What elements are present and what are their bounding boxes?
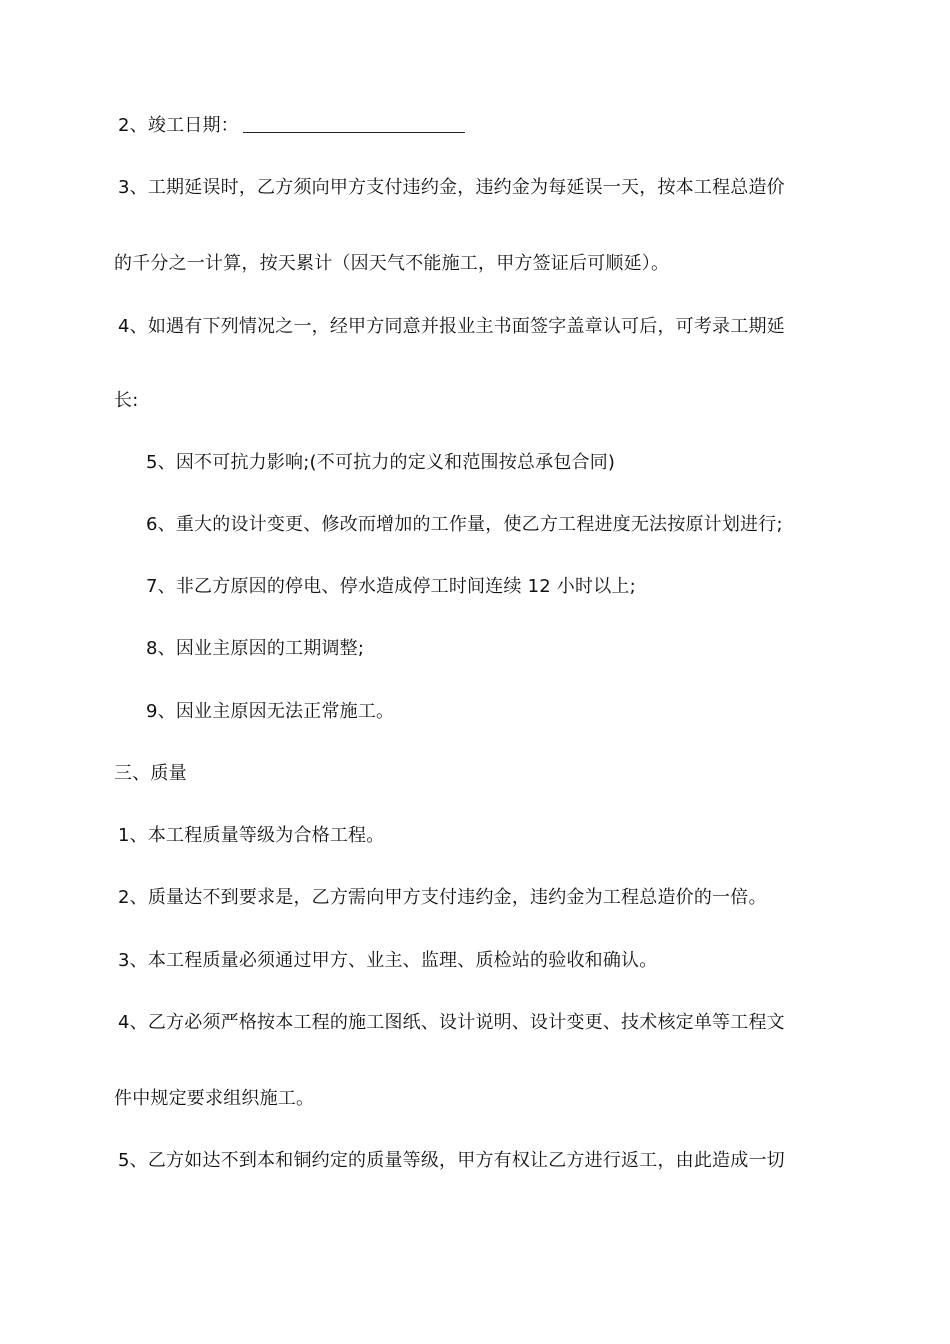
completion-date-blank xyxy=(243,114,465,133)
schedule-item-3-line-2: 的千分之一计算，按天累计（因天气不能施工，甲方签证后可顺延）。 xyxy=(114,253,670,274)
quality-item-3: 3、本工程质量必须通过甲方、业主、监理、质检站的验收和确认。 xyxy=(118,950,658,971)
completion-date-label: 2、竣工日期： xyxy=(118,115,239,136)
quality-section-heading: 三、质量 xyxy=(114,763,187,784)
quality-item-1: 1、本工程质量等级为合格工程。 xyxy=(118,825,385,846)
quality-item-2: 2、质量达不到要求是，乙方需向甲方支付违约金，违约金为工程总造价的一倍。 xyxy=(118,887,767,908)
schedule-item-4-line-1: 4、如遇有下列情况之一，经甲方同意并报业主书面签字盖章认可后，可考录工期延 xyxy=(118,316,785,337)
schedule-item-4-line-2: 长: xyxy=(114,390,139,411)
completion-date-line xyxy=(118,114,465,138)
quality-item-4-line-2: 件中规定要求组织施工。 xyxy=(114,1088,315,1109)
delay-condition-9: 9、因业主原因无法正常施工。 xyxy=(146,701,395,722)
quality-item-4-line-1: 4、乙方必须严格按本工程的施工图纸、设计说明、设计变更、技术核定单等工程文 xyxy=(118,1012,785,1033)
quality-item-5-line-1: 5、乙方如达不到本和铜约定的质量等级，甲方有权让乙方进行返工，由此造成一切 xyxy=(118,1150,785,1171)
delay-condition-5: 5、因不可抗力影响;(不可抗力的定义和范围按总承包合同) xyxy=(146,452,616,473)
delay-condition-6: 6、重大的设计变更、修改而增加的工作量，使乙方工程进度无法按原计划进行; xyxy=(146,514,783,535)
delay-condition-7: 7、非乙方原因的停电、停水造成停工时间连续 12 小时以上; xyxy=(146,576,636,597)
delay-condition-8: 8、因业主原因的工期调整; xyxy=(146,638,365,659)
schedule-item-3-line-1: 3、工期延误时，乙方须向甲方支付违约金，违约金为每延误一天，按本工程总造价 xyxy=(118,177,785,198)
